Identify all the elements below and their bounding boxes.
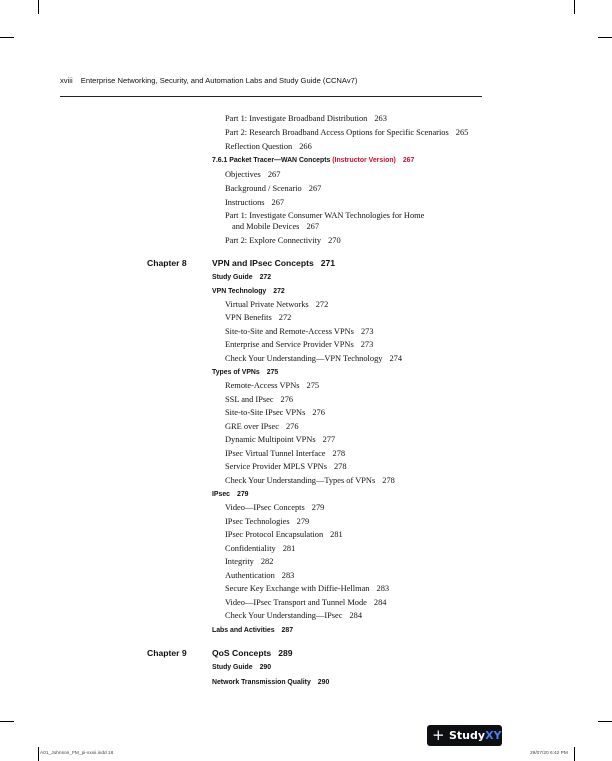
- toc-entry: Integrity 282: [225, 557, 274, 566]
- toc-entry: Part 2: Research Broadband Access Options for Specific Scenarios 265: [225, 128, 469, 137]
- toc-entry: Check Your Understanding—IPsec 284: [225, 611, 363, 620]
- toc-entry: Background / Scenario 267: [225, 184, 322, 193]
- toc-entry: Part 2: Explore Connectivity 270: [225, 236, 341, 245]
- toc-entry: IPsec Virtual Tunnel Interface 278: [225, 449, 346, 458]
- crop-mark: [0, 37, 14, 38]
- toc-entry: VPN Benefits 272: [225, 313, 292, 322]
- running-header: [60, 76, 357, 85]
- toc-section-packet-tracer: 7.6.1 Packet Tracer—WAN Concepts (Instructor Version) 267: [212, 157, 415, 164]
- toc-section: VPN Technology 272: [212, 288, 285, 295]
- toc-entry: Check Your Understanding—VPN Technology 274: [225, 354, 403, 363]
- toc-entry: Service Provider MPLS VPNs 278: [225, 462, 347, 471]
- crop-mark: [38, 0, 39, 14]
- toc-entry: Part 1: Investigate Consumer WAN Technologies for Home: [225, 211, 425, 220]
- toc-entry: and Mobile Devices 267: [232, 222, 320, 231]
- book-title: Enterprise Networking, Security, and Automation Labs and Study Guide (CCNAv7): [80, 76, 358, 85]
- crop-mark: [38, 747, 39, 761]
- toc-entry: Enterprise and Service Provider VPNs 273: [225, 340, 374, 349]
- toc-section: Network Transmission Quality 290: [212, 679, 330, 686]
- toc-entry: Check Your Understanding—Types of VPNs 278: [225, 476, 395, 485]
- toc-section: IPsec 279: [212, 491, 249, 498]
- toc-entry: Video—IPsec Concepts 279: [225, 503, 325, 512]
- chapter-9-title: QoS Concepts 289: [212, 648, 293, 658]
- plus-icon: +: [432, 726, 445, 744]
- page-number: xviii: [60, 76, 73, 85]
- toc-section: Labs and Activities 287: [212, 627, 294, 634]
- toc-entry: Authentication 283: [225, 571, 295, 580]
- header-rule: [60, 96, 482, 97]
- toc-entry: Remote-Access VPNs 275: [225, 381, 320, 390]
- studyxy-logo: + StudyXY: [427, 725, 502, 746]
- footer-filename: A01_Johnson_FM_pi-xxxii.indd 18: [40, 751, 114, 756]
- toc-entry: Part 1: Investigate Broadband Distribution 263: [225, 114, 387, 123]
- toc-entry: Reflection Question 266: [225, 142, 312, 151]
- toc-entry: IPsec Technologies 279: [225, 517, 310, 526]
- toc-entry: SSL and IPsec 276: [225, 395, 294, 404]
- toc-entry: Video—IPsec Transport and Tunnel Mode 284: [225, 598, 387, 607]
- toc-entry: IPsec Protocol Encapsulation 281: [225, 530, 343, 539]
- crop-mark: [598, 721, 612, 722]
- crop-mark: [0, 721, 14, 722]
- chapter-8-title: VPN and IPsec Concepts 271: [212, 258, 336, 268]
- toc-section: Types of VPNs 275: [212, 369, 279, 376]
- toc-entry: Confidentiality 281: [225, 544, 296, 553]
- toc-entry: Instructions 267: [225, 198, 285, 207]
- crop-mark: [598, 37, 612, 38]
- toc-entry: Secure Key Exchange with Diffie-Hellman 283: [225, 584, 390, 593]
- toc-entry: Objectives 267: [225, 170, 281, 179]
- crop-mark: [574, 0, 575, 14]
- toc-entry: Site-to-Site IPsec VPNs 276: [225, 408, 325, 417]
- toc-entry: GRE over IPsec 276: [225, 422, 299, 431]
- toc-entry: Dynamic Multipoint VPNs 277: [225, 435, 336, 444]
- chapter-8-label: Chapter 8: [147, 258, 187, 268]
- toc-entry: Site-to-Site and Remote-Access VPNs 273: [225, 327, 374, 336]
- toc-entry: Virtual Private Networks 272: [225, 300, 329, 309]
- toc-section: Study Guide 290: [212, 664, 272, 671]
- chapter-9-label: Chapter 9: [147, 648, 187, 658]
- crop-mark: [574, 747, 575, 761]
- footer-date: 29/07/20 6:42 PM: [530, 751, 568, 756]
- toc-section: Study Guide 272: [212, 274, 272, 281]
